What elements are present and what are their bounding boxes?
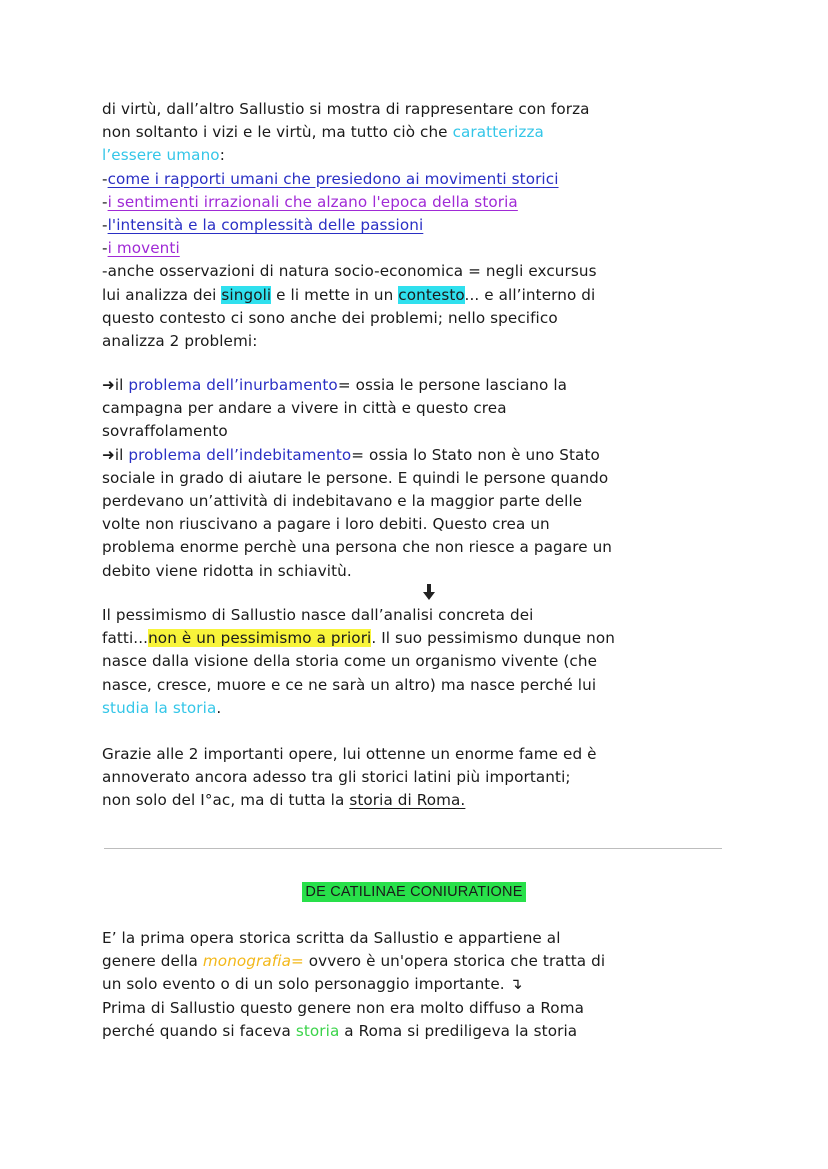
- text-line: [102, 627, 742, 650]
- text: a Roma si prediligeva la storia: [339, 1021, 578, 1040]
- blue-text: problema dell’inurbamento: [128, 376, 338, 394]
- green-text: storia: [295, 1021, 340, 1040]
- highlighted-text: singoli: [221, 285, 272, 304]
- text: ovvero è un'opera storica che tratta di: [303, 952, 606, 971]
- text: di virtù, dall’altro Sallustio si mostra di rappresentare con forza: [102, 100, 590, 118]
- highlighted-text: contesto: [398, 285, 465, 304]
- text-line: [102, 536, 742, 559]
- text-line: [102, 98, 742, 121]
- text: perché quando si faceva: [102, 1021, 296, 1040]
- text: non solo del I°ac, ma di tutta la: [102, 791, 350, 810]
- text-line: [102, 260, 742, 283]
- text: ... e all’interno di: [464, 285, 596, 304]
- cyan-text: caratterizza: [452, 123, 544, 142]
- paragraph-fame: [102, 743, 742, 813]
- text-line: [102, 743, 742, 766]
- cyan-text: studia la storia: [102, 698, 217, 717]
- text-line: [102, 950, 742, 973]
- text: un solo evento o di un solo personaggio importante. ↴: [102, 975, 523, 994]
- text: = ossia lo Stato non è uno Stato: [351, 445, 600, 464]
- highlighted-text: non è un pessimismo a priori: [148, 629, 372, 648]
- text-line: [102, 374, 742, 397]
- text-line: [102, 467, 742, 490]
- orange-text: monografia=: [202, 952, 304, 971]
- text-line: [102, 789, 742, 812]
- text: Il pessimismo di Sallustio nasce dall’analisi concreta dei: [102, 606, 534, 624]
- text: annoverato ancora adesso tra gli storici latini più importanti;: [102, 768, 571, 787]
- text-line: [102, 674, 742, 697]
- text-line: [102, 650, 742, 673]
- text: Grazie alle 2 importanti opere, lui ottenne un enorme fame ed è: [102, 745, 597, 763]
- text: :: [219, 146, 225, 165]
- text: nasce, cresce, muore e ce ne sarà un altro) ma nasce perché lui: [102, 675, 597, 694]
- list-item: [102, 237, 742, 260]
- text: .: [216, 698, 222, 717]
- text: problema enorme perchè una persona che non riesce a pagare un: [102, 538, 613, 557]
- text-line: [102, 997, 742, 1020]
- text: campagna per andare a vivere in città e questo crea: [102, 399, 507, 418]
- text-line: [102, 307, 742, 330]
- underlined-text: come i rapporti umani che presiedono ai movimenti storici: [107, 169, 559, 188]
- underlined-text: storia di Roma.: [349, 791, 466, 810]
- arrow-bullet: ➜il: [102, 376, 129, 394]
- text: perdevano un’attività di indebitavano e la maggior parte delle: [102, 491, 583, 510]
- text: E’ la prima opera storica scritta da Sallustio e appartiene al: [102, 929, 561, 947]
- list-item: [102, 168, 742, 191]
- text-line: [102, 697, 742, 720]
- text: nasce dalla visione della storia come un organismo vivente (che: [102, 652, 598, 671]
- text-line: [102, 330, 742, 353]
- text-line: [102, 560, 742, 583]
- cyan-text: l’essere umano: [102, 146, 220, 165]
- paragraph-catilinae: [102, 927, 742, 1043]
- text-line: [102, 513, 742, 536]
- text: fatti...: [102, 629, 149, 648]
- text-line: [102, 121, 742, 144]
- text-line: [102, 397, 742, 420]
- underlined-text: i sentimenti irrazionali che alzano l'epoca della storia: [107, 192, 518, 211]
- dash: -: [102, 169, 108, 188]
- dash: -: [102, 239, 108, 258]
- paragraph-pessimism: [102, 604, 742, 720]
- text-line: [102, 420, 742, 443]
- text: e li mette in un: [271, 285, 399, 304]
- dash: -: [102, 192, 108, 211]
- paragraph-intro: [102, 98, 742, 353]
- section-heading: DE CATILINAE CONIURATIONE: [302, 882, 525, 902]
- text-line: [102, 973, 742, 996]
- text: non soltanto i vizi e le virtù, ma tutto ciò che: [102, 123, 453, 142]
- text: volte non riuscivano a pagare i loro debiti. Questo crea un: [102, 515, 550, 534]
- dash: -: [102, 215, 108, 234]
- underlined-text: l'intensità e la complessità delle passioni: [107, 215, 424, 234]
- text: analizza 2 problemi:: [102, 331, 258, 350]
- underlined-text: i moventi: [107, 239, 180, 258]
- text-line: [102, 766, 742, 789]
- text: Prima di Sallustio questo genere non era molto diffuso a Roma: [102, 998, 585, 1017]
- arrow-down-icon: [423, 584, 435, 600]
- text: sovraffolamento: [102, 422, 228, 441]
- text: sociale in grado di aiutare le persone. E quindi le persone quando: [102, 468, 609, 487]
- text: = ossia le persone lasciano la: [337, 376, 568, 394]
- text-line: [102, 604, 742, 627]
- text-line: [102, 490, 742, 513]
- text-line: [102, 927, 742, 950]
- text: . Il suo pessimismo dunque non: [371, 629, 615, 648]
- blue-text: problema dell’indebitamento: [128, 445, 352, 464]
- text: -anche osservazioni di natura socio-economica = negli excursus: [102, 262, 597, 281]
- list-item: [102, 191, 742, 214]
- text: debito viene ridotta in schiavitù.: [102, 561, 352, 580]
- list-item: [102, 214, 742, 237]
- text-line: [102, 444, 742, 467]
- text: lui analizza dei: [102, 285, 222, 304]
- text-line: [102, 144, 742, 167]
- text-line: [102, 1020, 742, 1043]
- text: questo contesto ci sono anche dei problemi; nello specifico: [102, 308, 558, 327]
- arrow-bullet: ➜il: [102, 445, 129, 464]
- text-line: [102, 284, 742, 307]
- text: genere della: [102, 952, 203, 971]
- paragraph-problems: [102, 374, 742, 583]
- divider: [104, 848, 722, 849]
- section-heading-wrap: [0, 881, 828, 902]
